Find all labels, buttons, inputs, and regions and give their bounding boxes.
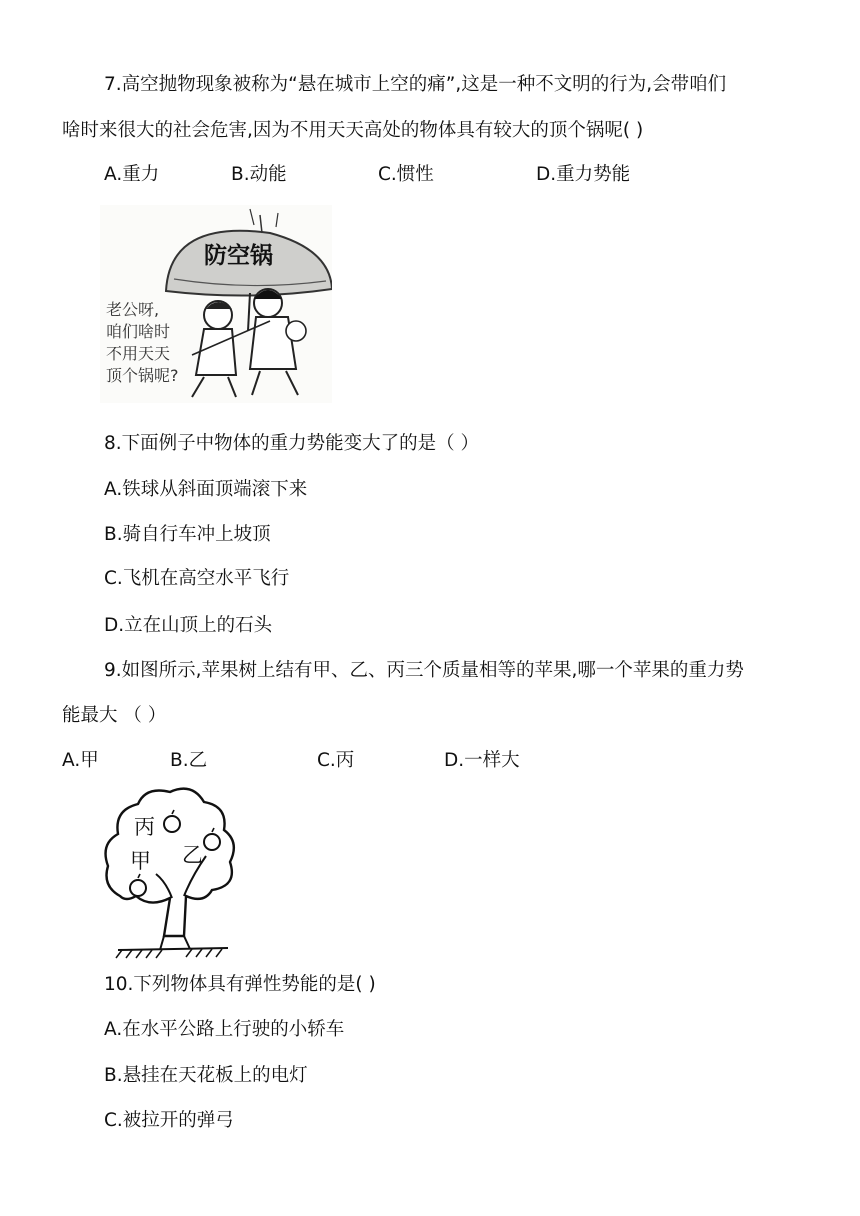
q10-option-c: C.被拉开的弹弓 <box>104 1110 234 1131</box>
q10-option-b: B.悬挂在天花板上的电灯 <box>104 1065 308 1086</box>
apple-tree-figure <box>100 786 240 961</box>
q10-option-a: A.在水平公路上行驶的小轿车 <box>104 1019 345 1040</box>
cartoon-caption-line3: 不用天天 <box>106 344 171 363</box>
q10-stem: 10.下列物体具有弹性势能的是( ) <box>104 974 376 995</box>
cartoon-caption-line2: 咱们啥时 <box>106 322 171 341</box>
apple-label-yi: 乙 <box>182 843 203 867</box>
umbrella-label: 防空锅 <box>204 243 273 269</box>
q9-option-b: B.乙 <box>170 750 208 771</box>
cartoon-caption-line4: 顶个锅呢? <box>106 366 179 385</box>
q9-option-d: D.一样大 <box>444 750 520 771</box>
q8-option-c: C.飞机在高空水平飞行 <box>104 568 290 589</box>
q7-option-b: B.动能 <box>231 164 287 185</box>
q8-option-b: B.骑自行车冲上坡顶 <box>104 524 271 545</box>
cartoon-figure <box>100 205 332 403</box>
q7-option-c: C.惯性 <box>378 164 434 185</box>
q8-option-d: D.立在山顶上的石头 <box>104 615 273 636</box>
q7-option-a: A.重力 <box>104 164 160 185</box>
cartoon-caption-line1: 老公呀, <box>106 300 160 319</box>
apple-label-jia: 甲 <box>130 849 151 873</box>
q7-stem-line1: 7.高空抛物现象被称为“悬在城市上空的痛”,这是一种不文明的行为,会带咱们 <box>104 74 727 95</box>
q8-option-a: A.铁球从斜面顶端滚下来 <box>104 479 308 500</box>
q7-option-d: D.重力势能 <box>536 164 631 185</box>
q7-stem-line2: 啥时来很大的社会危害,因为不用天天高处的物体具有较大的顶个锅呢( ) <box>62 120 644 141</box>
q9-option-a: A.甲 <box>62 750 99 771</box>
q9-stem-line2: 能最大 （ ） <box>62 705 167 726</box>
q9-option-c: C.丙 <box>317 750 355 771</box>
q9-stem-line1: 9.如图所示,苹果树上结有甲、乙、丙三个质量相等的苹果,哪一个苹果的重力势 <box>104 660 744 681</box>
q8-stem: 8.下面例子中物体的重力势能变大了的是（ ） <box>104 433 480 454</box>
apple-label-bing: 丙 <box>134 815 155 839</box>
